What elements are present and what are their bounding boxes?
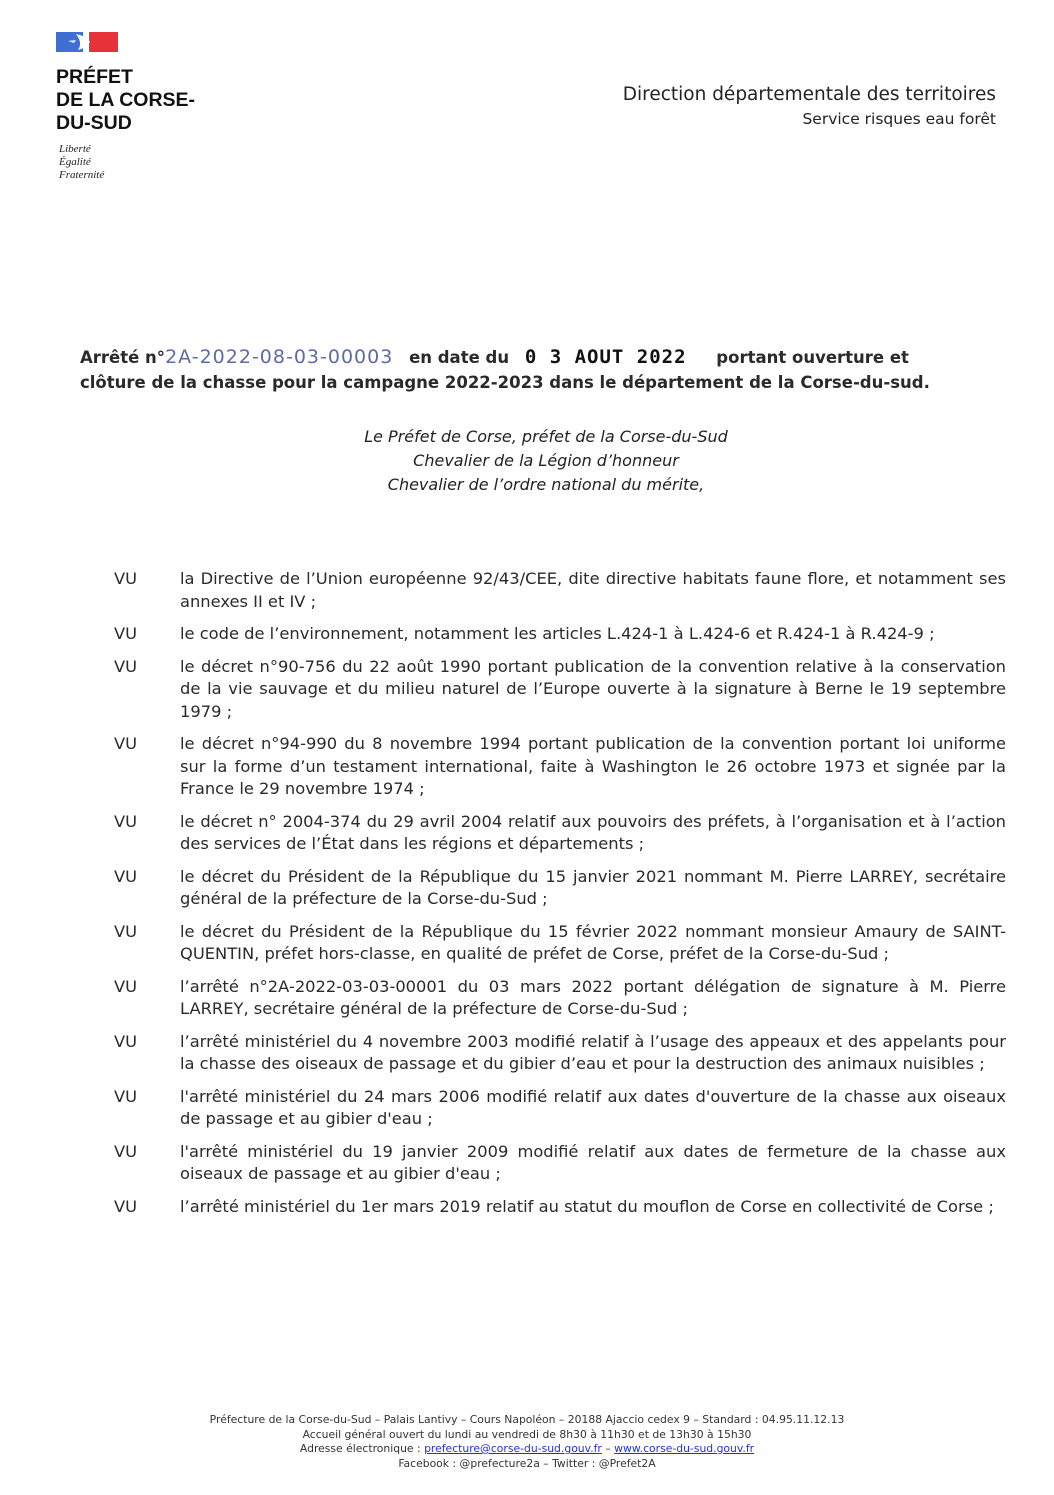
visa-item (114, 921, 1006, 966)
visa-item (114, 568, 1006, 613)
visa-item (114, 1141, 1006, 1186)
title-suffix: portant ouverture et (716, 348, 909, 367)
prefect-line: Chevalier de la Légion d’honneur (413, 451, 679, 470)
arrete-title-line-1 (80, 345, 980, 370)
visa-text: le décret du Président de la République du 15 janvier 2021 nommant M. Pierre LARREY, secrétaire général de la préfecture de la Corse-du-Sud ; (180, 866, 1006, 908)
vu-label: VU (114, 811, 138, 831)
vu-label: VU (114, 734, 138, 753)
direction-header (623, 82, 996, 130)
prefet-line: DU-SUD (56, 112, 132, 134)
visa-text: le décret n°90-756 du 22 août 1990 portant publication de la convention relative à la conservation de la vie sauvage et du milieu naturel de l’Europe ouverte à la signature à Berne le 19 septembre 1979 ; (180, 656, 1006, 721)
visa-item (114, 1196, 1006, 1219)
visa-text: l’arrêté n°2A-2022-03-03-00001 du 03 mars 2022 portant délégation de signature à M. Pierre LARREY, secrétaire général de la préfecture de Corse-du-Sud ; (180, 976, 1006, 1018)
prefet-line: PRÉFET (56, 66, 133, 88)
arrete-title-line-2: clôture de la chasse pour la campagne 2022-2023 dans le département de la Corse-du-sud. (80, 373, 930, 392)
website-link[interactable]: www.corse-du-sud.gouv.fr (614, 1442, 755, 1455)
visa-text: l'arrêté ministériel du 24 mars 2006 modifié relatif aux dates d'ouverture de la chasse aux oiseaux de passage et au gibier d'eau ; (180, 1086, 1006, 1128)
visa-item (114, 866, 1006, 911)
prefect-line: Le Préfet de Corse, préfet de la Corse-du-Sud (364, 427, 728, 446)
prefect-line: Chevalier de l’ordre national du mérite, (387, 475, 705, 494)
visa-text: le décret n°94-990 du 8 novembre 1994 portant publication de la convention portant loi uniforme sur la forme d’un testament international, faite à Washington le 26 octobre 1973 et signée par la France le 29 novembre 1974 ; (180, 734, 1006, 798)
email-link[interactable]: prefecture@corse-du-sud.gouv.fr (424, 1442, 602, 1455)
vu-label: VU (114, 656, 138, 676)
direction-title: Direction départementale des territoires (622, 84, 996, 105)
visa-list (114, 568, 1006, 1228)
motto-line: Liberté (59, 143, 91, 155)
marianne-flag-icon (56, 30, 118, 54)
visa-item (114, 656, 1006, 724)
visa-item (114, 733, 1006, 801)
footer-separator: – (605, 1442, 611, 1455)
republic-motto (59, 143, 104, 182)
date-stamp: 0 3 AOUT 2022 (524, 346, 687, 368)
vu-label: VU (114, 1086, 138, 1106)
vu-label: VU (114, 976, 138, 996)
visa-item (114, 976, 1006, 1021)
date-label: en date du (409, 348, 510, 367)
prefect-titles (0, 425, 1054, 497)
footer-address: Préfecture de la Corse-du-Sud – Palais Lantivy – Cours Napoléon – 20188 Ajaccio cedex 9 – Standard : 04.95.11.12.13 (209, 1413, 845, 1426)
vu-label: VU (114, 1141, 138, 1161)
footer-hours: Accueil général ouvert du lundi au vendredi de 8h30 à 11h30 et de 13h30 à 15h30 (302, 1427, 752, 1441)
motto-line: Égalité (59, 156, 91, 168)
visa-item (114, 811, 1006, 856)
visa-text: l'arrêté ministériel du 19 janvier 2009 modifié relatif aux dates de fermeture de la chasse aux oiseaux de passage et au gibier d'eau ; (180, 1141, 1006, 1183)
visa-text: le code de l’environnement, notamment les articles L.424-1 à L.424-6 et R.424-1 à R.424-9 ; (180, 624, 935, 643)
service-title: Service risques eau forêt (802, 110, 996, 128)
prefet-title (56, 66, 195, 135)
visa-text: le décret n° 2004-374 du 29 avril 2004 relatif aux pouvoirs des préfets, à l’organisation et à l’action des services de l’État dans les régions et départements ; (180, 811, 1006, 853)
visa-item (114, 623, 1006, 646)
visa-item (114, 1086, 1006, 1131)
email-label: Adresse électronique : (299, 1442, 421, 1455)
vu-label: VU (114, 1196, 138, 1216)
handwritten-arrete-number: 2A-2022-08-03-00003 (165, 346, 394, 368)
vu-label: VU (114, 866, 138, 886)
footer-social: Facebook : @prefecture2a – Twitter : @Prefet2A (398, 1456, 656, 1470)
visa-text: l’arrêté ministériel du 1er mars 2019 relatif au statut du mouflon de Corse en collectivité de Corse ; (180, 1196, 994, 1216)
visa-text: la Directive de l’Union européenne 92/43/CEE, dite directive habitats faune flore, et notamment ses annexes II et IV ; (180, 569, 1006, 611)
prefet-line: DE LA CORSE- (56, 89, 196, 111)
vu-label: VU (114, 569, 138, 588)
vu-label: VU (114, 1031, 138, 1051)
visa-text: le décret du Président de la République du 15 février 2022 nommant monsieur Amaury de SAINT-QUENTIN, préfet hors-classe, en qualité de préfet de Corse, préfet de la Corse-du-Sud ; (180, 921, 1006, 963)
arrete-title (80, 345, 980, 395)
visa-item (114, 1031, 1006, 1076)
motto-line: Fraternité (59, 169, 105, 181)
vu-label: VU (114, 624, 138, 643)
page-footer (0, 1413, 1054, 1471)
footer-contact (0, 1442, 1054, 1457)
vu-label: VU (114, 921, 138, 941)
arrete-prefix: Arrêté n° (80, 348, 166, 367)
visa-text: l’arrêté ministériel du 4 novembre 2003 modifié relatif à l’usage des appeaux et des appelants pour la chasse des oiseaux de passage et du gibier d’eau et pour la destruction des animaux nuisibles ; (180, 1031, 1006, 1073)
